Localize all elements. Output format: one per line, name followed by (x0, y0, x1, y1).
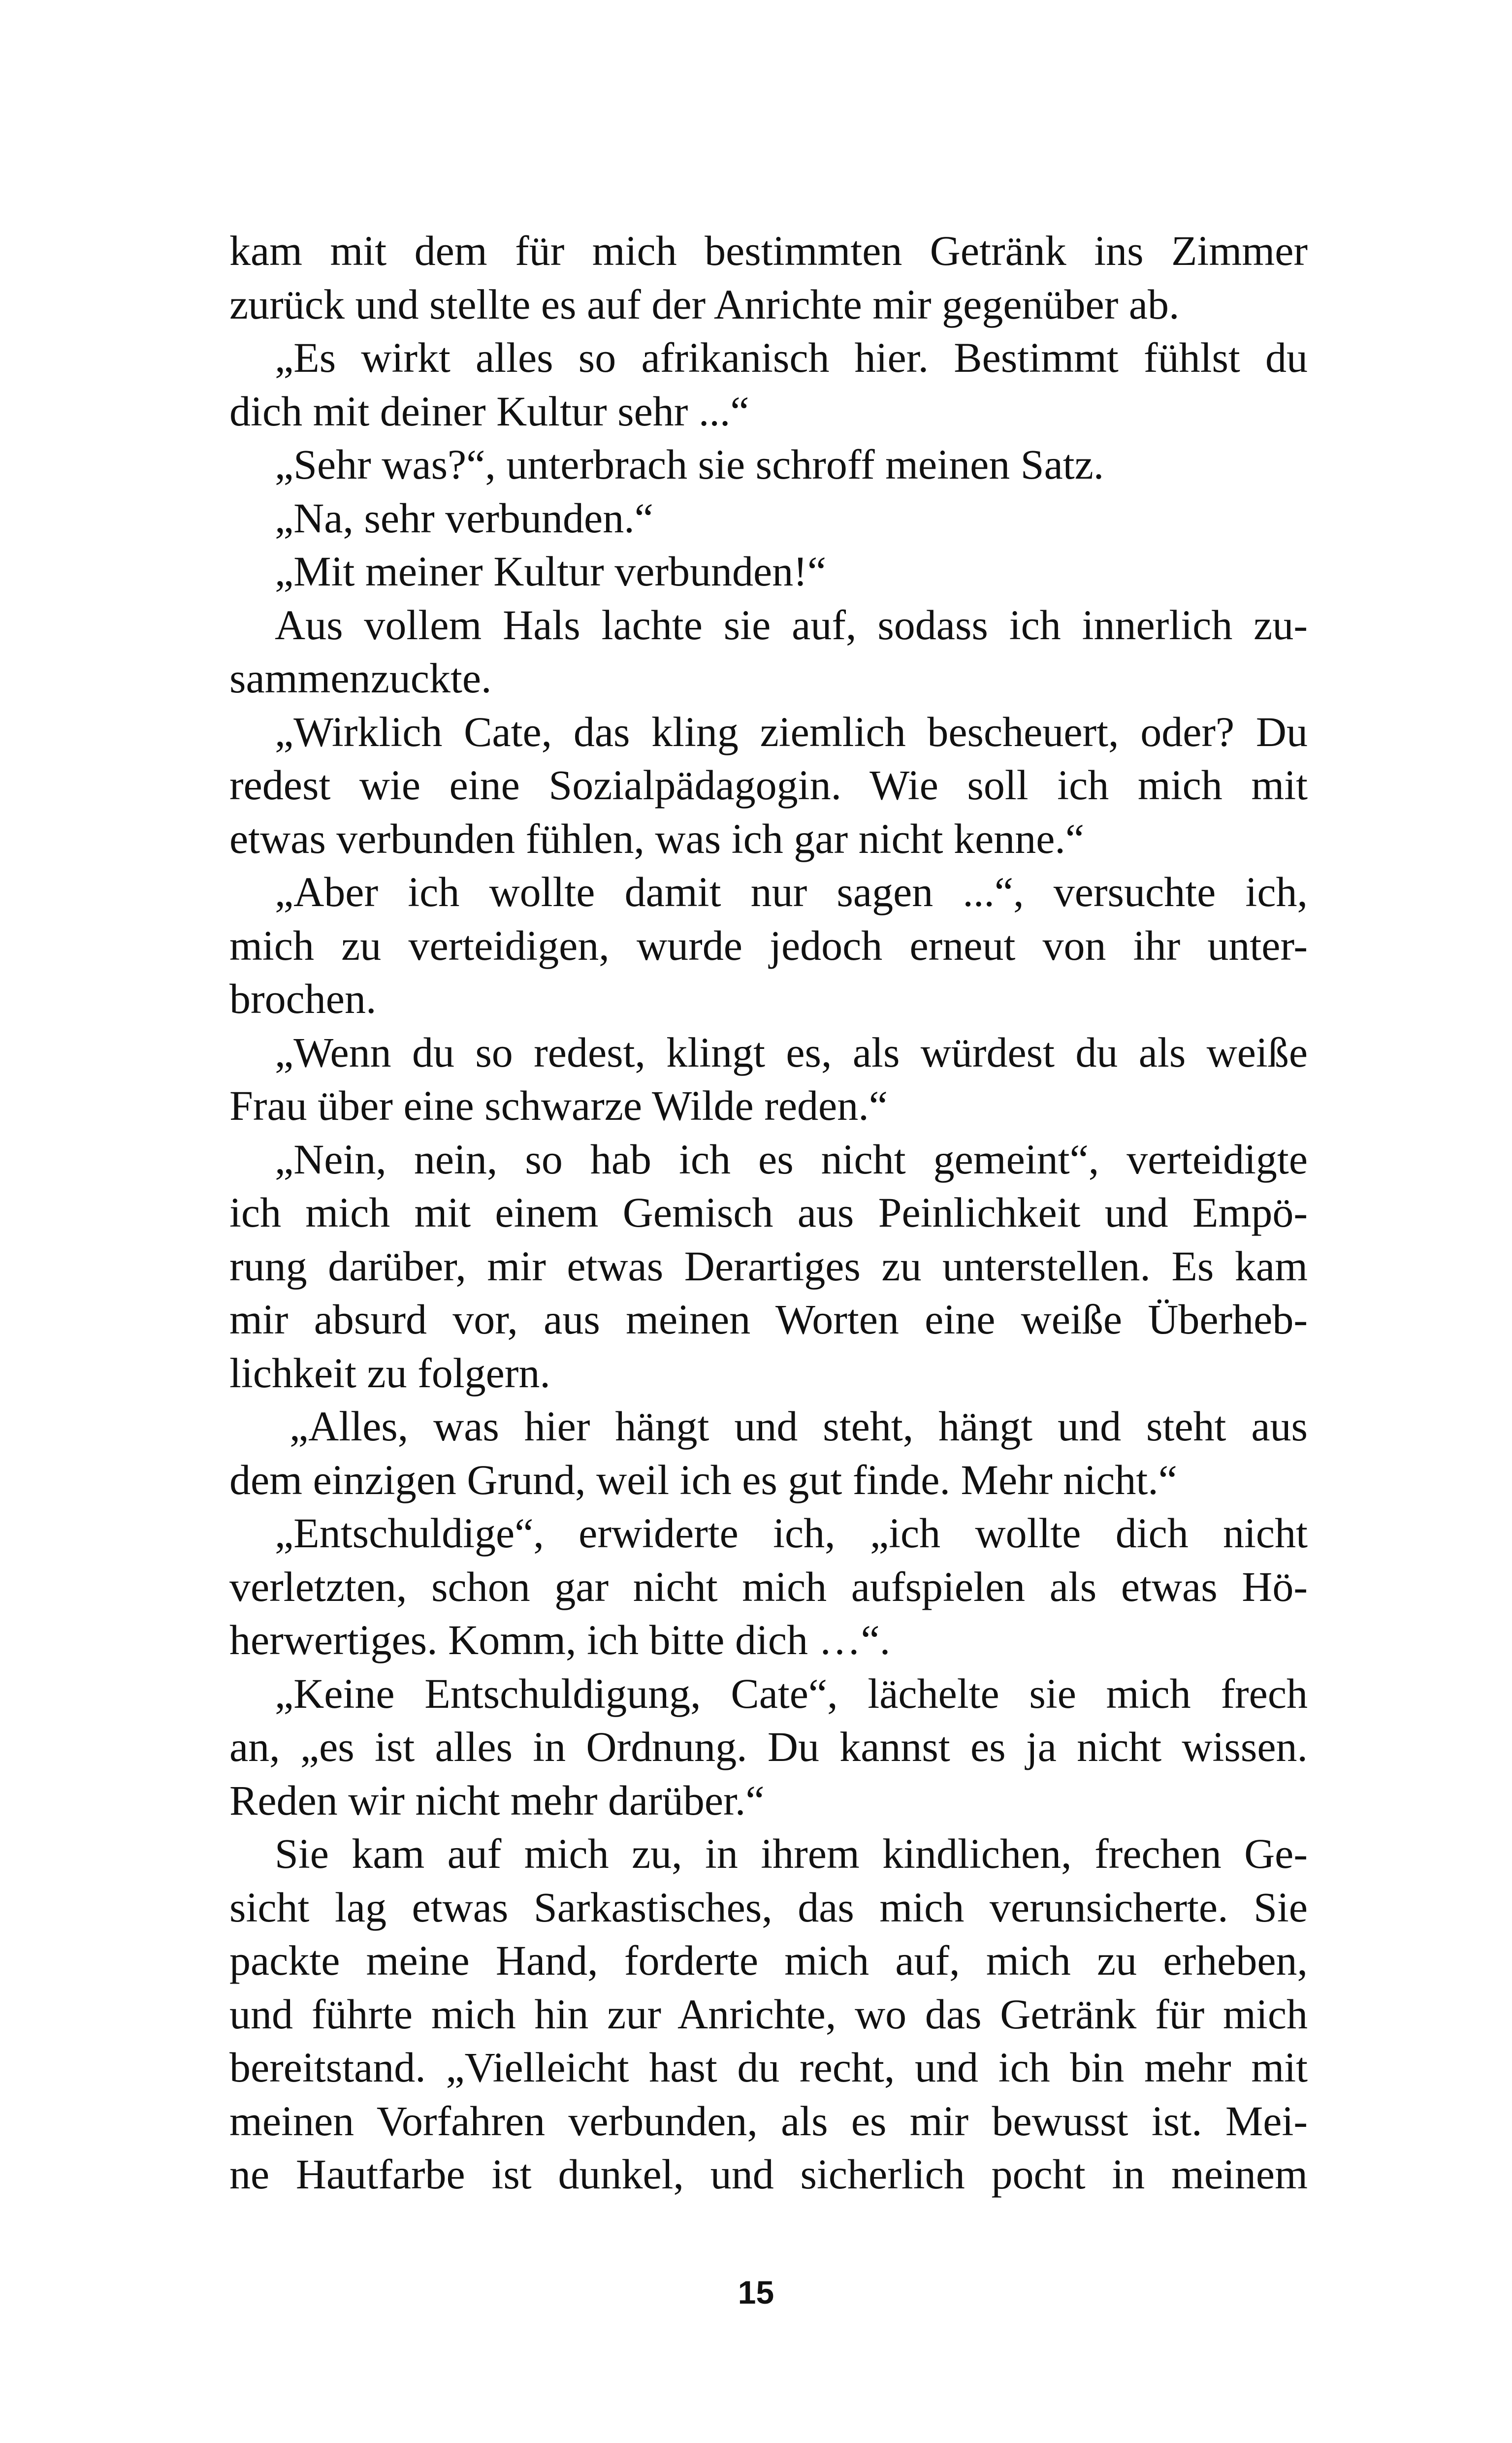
page-number: 15 (738, 2274, 774, 2311)
text-line: „Mit meiner Kultur verbunden!“ (275, 548, 827, 595)
text-line: packte meine Hand, forderte mich auf, mich zu erheben, (229, 1937, 1308, 1984)
text-line: lichkeit zu folgern. (229, 1349, 550, 1397)
text-line: „Es wirkt alles so afrikanisch hier. Bestimmt fühlst du (275, 334, 1308, 381)
text-line: „Entschuldige“, erwiderte ich, „ich wollte dich nicht (275, 1509, 1308, 1557)
text-line: „Nein, nein, so hab ich es nicht gemeint“, verteidigte (275, 1135, 1308, 1183)
text-line: sicht lag etwas Sarkastisches, das mich verunsicherte. Sie (229, 1883, 1308, 1931)
text-line: „Keine Entschuldigung, Cate“, lächelte sie mich frech (275, 1669, 1308, 1717)
text-line: „Na, sehr verbunden.“ (275, 494, 653, 542)
text-line: kam mit dem für mich bestimmten Getränk ins Zimmer (229, 227, 1308, 274)
text-line: rung darüber, mir etwas Derartiges zu unterstellen. Es kam (229, 1242, 1308, 1290)
text-line: Sie kam auf mich zu, in ihrem kindlichen, frechen Ge- (275, 1830, 1308, 1877)
text-line: ne Hautfarbe ist dunkel, und sicherlich pocht in meinem (229, 2150, 1308, 2198)
text-line: herwertiges. Komm, ich bitte dich …“. (229, 1616, 891, 1663)
text-line: brochen. (229, 975, 377, 1022)
text-line: „Alles, was hier hängt und steht, hängt und steht aus (290, 1402, 1308, 1450)
text-line: „Wirklich Cate, das kling ziemlich bescheuert, oder? Du (275, 708, 1308, 755)
text-line: redest wie eine Sozialpädagogin. Wie soll ich mich mit (229, 761, 1308, 809)
text-line: Frau über eine schwarze Wilde reden.“ (229, 1082, 888, 1129)
text-line: und führte mich hin zur Anrichte, wo das Getränk für mich (229, 1990, 1308, 2038)
text-line: meinen Vorfahren verbunden, als es mir bewusst ist. Mei- (229, 2097, 1308, 2145)
text-line: „Aber ich wollte damit nur sagen ...“, versuchte ich, (275, 868, 1308, 915)
text-line: mir absurd vor, aus meinen Worten eine weiße Überheb- (229, 1296, 1308, 1343)
body-text (229, 224, 1308, 2201)
text-line: mich zu verteidigen, wurde jedoch erneut von ihr unter- (229, 921, 1308, 969)
text-line: etwas verbunden fühlen, was ich gar nicht kenne.“ (229, 814, 1085, 862)
text-line: Aus vollem Hals lachte sie auf, sodass ich innerlich zu- (275, 601, 1308, 649)
text-line: dem einzigen Grund, weil ich es gut finde. Mehr nicht.“ (229, 1456, 1177, 1503)
text-line: bereitstand. „Vielleicht hast du recht, und ich bin mehr mit (229, 2044, 1308, 2091)
text-line: Reden wir nicht mehr darüber.“ (229, 1776, 765, 1824)
text-line: verletzten, schon gar nicht mich aufspielen als etwas Hö- (229, 1563, 1308, 1610)
text-line: „Wenn du so redest, klingt es, als würdest du als weiße (275, 1028, 1308, 1076)
text-line: „Sehr was?“, unterbrach sie schroff meinen Satz. (275, 441, 1104, 488)
text-line: dich mit deiner Kultur sehr ...“ (229, 387, 749, 435)
text-line: zurück und stellte es auf der Anrichte mir gegenüber ab. (229, 280, 1180, 328)
text-line: an, „es ist alles in Ordnung. Du kannst es ja nicht wissen. (229, 1723, 1308, 1770)
text-line: ich mich mit einem Gemisch aus Peinlichkeit und Empö- (229, 1189, 1308, 1236)
text-line: sammenzuckte. (229, 654, 492, 702)
